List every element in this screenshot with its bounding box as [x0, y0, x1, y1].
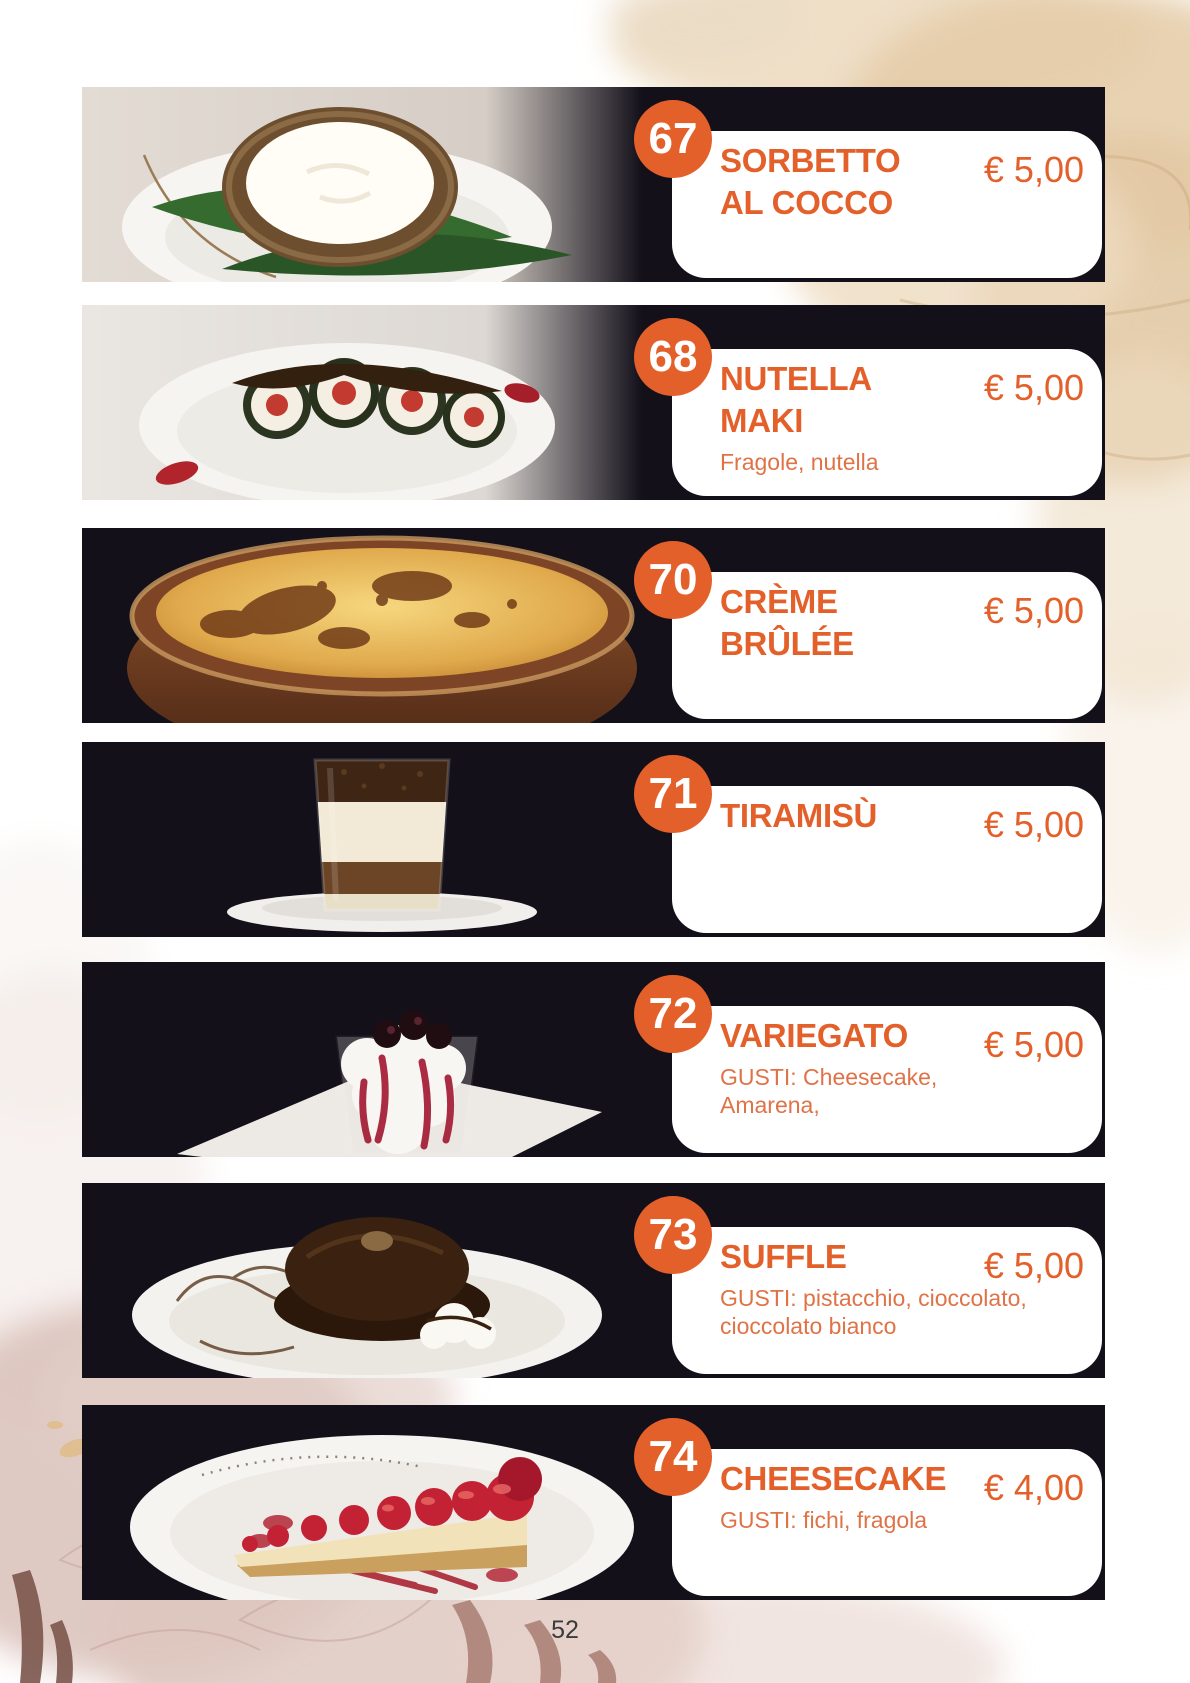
item-card: [672, 131, 1102, 278]
sorbetto-al-cocco-photo: [82, 87, 642, 282]
suffle-photo: [82, 1183, 642, 1378]
item-price: € 5,00: [983, 149, 1084, 190]
item-card: [672, 1449, 1102, 1596]
page-number: 52: [551, 1616, 579, 1644]
menu-item-row: [82, 1405, 1105, 1600]
item-card: [672, 349, 1102, 496]
item-card: [672, 572, 1102, 719]
item-number: 70: [648, 555, 698, 604]
creme-brulee-photo: [82, 528, 642, 723]
menu-item-row: [82, 87, 1105, 282]
item-price: € 4,00: [983, 1467, 1084, 1508]
item-subtitle: GUSTI: fichi, fragola: [720, 1507, 928, 1533]
item-subtitle: GUSTI: Cheesecake, Amarena,: [720, 1064, 938, 1118]
item-price: € 5,00: [983, 804, 1084, 845]
menu-item-row: [82, 528, 1105, 723]
item-number-badge: [634, 318, 712, 396]
item-card: [672, 786, 1102, 933]
cheesecake-photo: [82, 1405, 642, 1600]
item-number-badge: [634, 100, 712, 178]
item-number-badge: [634, 541, 712, 619]
item-title: CRÈME BRÛLÉE: [720, 583, 854, 662]
item-number-badge: [634, 1418, 712, 1496]
item-number: 71: [648, 769, 698, 818]
menu-item-row: [82, 742, 1105, 937]
item-number-badge: [634, 755, 712, 833]
item-number: 68: [648, 332, 698, 381]
item-price: € 5,00: [983, 367, 1084, 408]
item-price: € 5,00: [983, 1245, 1084, 1286]
item-card: [672, 1006, 1102, 1153]
item-number: 74: [648, 1432, 698, 1481]
item-number-badge: [634, 1196, 712, 1274]
item-number: 72: [648, 989, 698, 1038]
variegato-photo: [82, 962, 642, 1157]
tiramisu-photo: [82, 742, 642, 937]
nutella-maki-photo: [82, 305, 642, 500]
menu-item-row: [82, 305, 1105, 500]
item-subtitle: Fragole, nutella: [720, 449, 879, 475]
menu-item-row: [82, 1183, 1105, 1378]
item-price: € 5,00: [983, 1024, 1084, 1065]
menu-item-row: [82, 962, 1105, 1157]
item-title: SORBETTO AL COCCO: [720, 142, 901, 221]
item-price: € 5,00: [983, 590, 1084, 631]
item-title: VARIEGATO: [720, 1017, 908, 1054]
item-number: 67: [648, 114, 698, 163]
item-title: NUTELLA MAKI: [720, 360, 872, 439]
item-subtitle: GUSTI: pistacchio, cioccolato, cioccolato bianco: [720, 1285, 1027, 1339]
item-number-badge: [634, 975, 712, 1053]
item-card: [672, 1227, 1102, 1374]
item-title: SUFFLE: [720, 1238, 847, 1275]
item-title: CHEESECAKE: [720, 1460, 947, 1497]
item-title: TIRAMISÙ: [720, 797, 878, 834]
item-number: 73: [648, 1210, 698, 1259]
